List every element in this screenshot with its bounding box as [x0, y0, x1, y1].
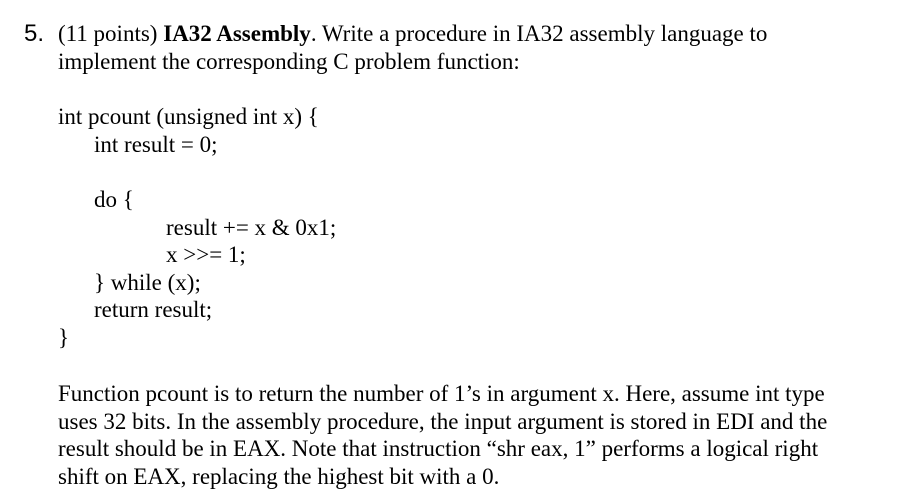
description-line: result should be in EAX. Note that instruction “shr eax, 1” performs a logical right	[58, 436, 819, 461]
code-line-close-brace: }	[58, 325, 70, 350]
code-line-result-init: int result = 0;	[94, 132, 218, 157]
code-line-while: } while (x);	[94, 270, 201, 295]
question-prompt: . Write a procedure in IA32 assembly language to	[310, 21, 768, 46]
code-line-accumulate: result += x & 0x1;	[166, 215, 337, 240]
description-line: uses 32 bits. In the assembly procedure, the input argument is stored in EDI and the	[58, 408, 828, 434]
code-line-return: return result;	[94, 297, 213, 322]
description-line: Function pcount is to return the number of 1’s in argument x. Here, assume int type	[58, 381, 825, 406]
question-topic: IA32 Assembly	[163, 21, 311, 46]
code-line-do: do {	[94, 187, 134, 212]
description-paragraph	[58, 380, 888, 490]
question-points: (11 points)	[58, 21, 158, 46]
question-number: 5.	[24, 20, 45, 47]
question-header	[58, 20, 767, 48]
question-prompt-line2: implement the corresponding C problem function:	[58, 49, 520, 74]
code-line-signature: int pcount (unsigned int x) {	[58, 104, 319, 129]
code-line-shift: x >>= 1;	[166, 242, 246, 267]
description-line: shift on EAX, replacing the highest bit with a 0.	[58, 463, 500, 489]
